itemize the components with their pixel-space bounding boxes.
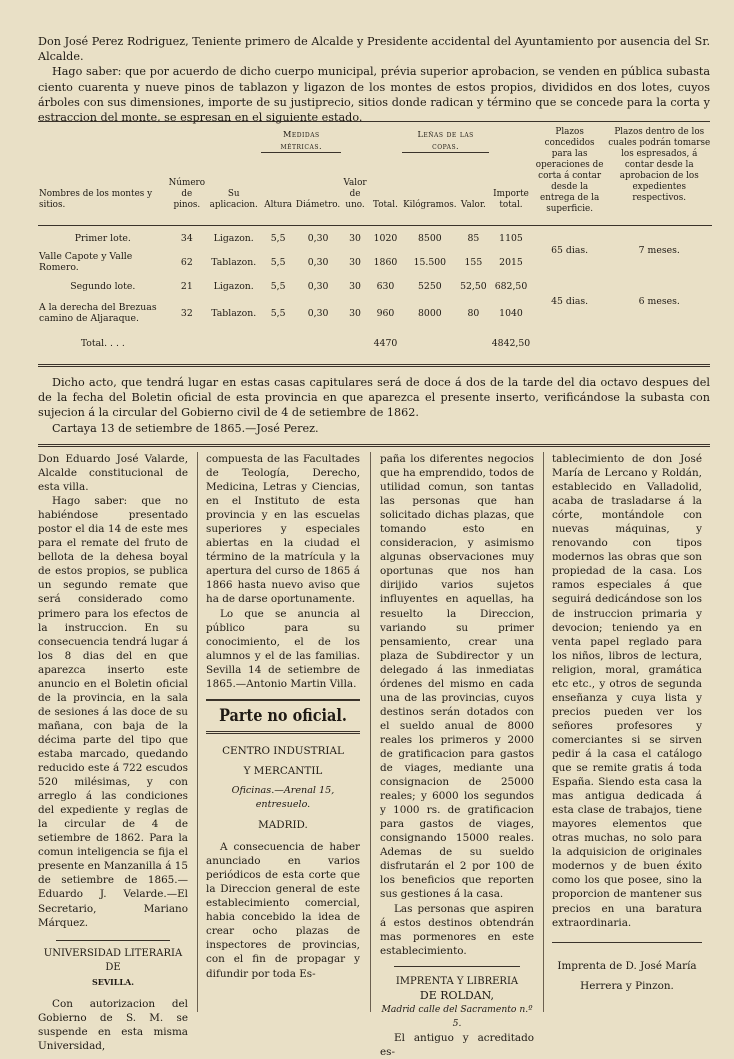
column-4 xyxy=(552,452,702,993)
row-diametro: 0,30 xyxy=(307,307,329,319)
centro-title-2: Y MERCANTIL xyxy=(243,764,323,777)
universidad-body: Con autorizacion del Gobierno de S. M. se suspende en esta misma Universidad, xyxy=(38,997,188,1052)
estado-table xyxy=(38,127,712,358)
header-total: Total. xyxy=(373,200,398,210)
parte-no-oficial-heading: Parte no oficial. xyxy=(219,705,347,726)
facultades-body-2: Lo que se anuncia al público para su conocimiento, el de los alumnos y el de las familias. Sevilla 14 de setiembre de 1865.—Antonio Martin Villa. xyxy=(206,607,360,690)
row-aplicacion: Ligazon. xyxy=(213,232,254,244)
total-label: Total. . . . xyxy=(80,337,125,349)
row-valor-uno: 30 xyxy=(349,256,361,268)
header-valor-uno: Valor de uno. xyxy=(343,178,367,210)
imprenta-address: Madrid calle del Sacramento n.º 5. xyxy=(381,1003,533,1029)
table-row xyxy=(38,226,712,251)
row-valor-uno: 30 xyxy=(349,232,361,244)
row-diametro: 0,30 xyxy=(307,256,329,268)
subasta-body: Dicho acto, que tendrá lugar en estas casas capitulares será de doce á dos de la tarde del dia octavo despues del de la fecha del Boletin oficial de esta provincia en que aparezca el presente inserto, verificándose la subasta con sujecion á la circular del Gobierno civil de 4 de setiembre de 1862. xyxy=(38,376,710,420)
row-kilogramos: 15.500 xyxy=(413,256,447,268)
row-valor-uno: 30 xyxy=(349,307,361,319)
row-importe: 1040 xyxy=(499,307,523,319)
row-total: 630 xyxy=(376,280,395,292)
column-2 xyxy=(206,452,360,981)
total-total: 4470 xyxy=(373,337,398,349)
imprenta-title-1: IMPRENTA Y LIBRERIA xyxy=(395,975,519,987)
row-numero: 21 xyxy=(180,280,193,292)
row-valor-uno: 30 xyxy=(349,280,361,292)
header-altura: Altura xyxy=(264,200,293,210)
table-row xyxy=(38,274,712,298)
columns-top-rule xyxy=(38,444,710,447)
plazo-lote2-cuales: 6 meses. xyxy=(638,295,680,307)
column-separator xyxy=(543,452,544,1012)
row-total: 1020 xyxy=(373,232,398,244)
row-valor: 85 xyxy=(467,232,480,244)
header-valor: Valor. xyxy=(460,200,486,210)
imprenta-herrera-2: Herrera y Pinzon. xyxy=(580,979,674,992)
row-nombre: Segundo lote. xyxy=(70,280,136,292)
row-altura: 5,5 xyxy=(270,307,286,319)
column-1 xyxy=(38,452,188,1053)
section-divider xyxy=(206,699,360,701)
table-total-row xyxy=(38,328,712,358)
plazo-lote2-corta: 45 dias. xyxy=(551,295,589,307)
row-valor: 52,50 xyxy=(460,280,487,292)
header-numero: Número de pinos. xyxy=(168,178,206,210)
table-top-rule xyxy=(38,121,710,122)
row-kilogramos: 5250 xyxy=(417,280,442,292)
table-bottom-rule xyxy=(38,364,710,367)
header-importe: Importe total. xyxy=(493,189,529,210)
row-numero: 32 xyxy=(180,307,193,319)
row-importe: 682,50 xyxy=(494,280,528,292)
centro-madrid: MADRID. xyxy=(258,819,308,832)
row-valor: 80 xyxy=(467,307,480,319)
row-diametro: 0,30 xyxy=(307,280,329,292)
column-separator xyxy=(370,452,371,1012)
centro-body: A consecuencia de haber anunciado en varios periódicos de esta corte que la Direccion general de este establecimiento comercial, habia concebido la idea de crear ocho plazas de inspectores de provincias, con el fin de propagar y difundir por toda Es- xyxy=(206,841,360,980)
inspectores-body-2: Las personas que aspiren á estos destinos obtendrán mas pormenores en este establecimiento. xyxy=(380,902,534,957)
row-kilogramos: 8000 xyxy=(417,307,442,319)
row-numero: 62 xyxy=(180,256,193,268)
section-divider xyxy=(394,966,520,967)
section-divider xyxy=(552,942,702,943)
row-total: 1860 xyxy=(373,256,398,268)
facultades-body: compuesta de las Facultades de Teología, Derecho, Medicina, Letras y Ciencias, en el Instituto de esta provincia y en las escuelas superiores y especiales abiertas en la ciudad el término de la matrícula y la apertura del curso de 1865 á 1866 hasta nuevo aviso que ha de darse oportunamente. xyxy=(206,453,360,606)
row-kilogramos: 8500 xyxy=(417,232,442,244)
column-separator xyxy=(197,452,198,1012)
imprenta-herrera-1: Imprenta de D. José María xyxy=(557,959,697,972)
intro-body: Hago saber: que por acuerdo de dicho cuerpo municipal, prévia superior aprobacion, se venden en pública subasta ciento cuarenta y nueve pinos de tablazon y ligazon de los montes de estos propios, divididos en dos lotes, cuyos árboles con sus dimensiones, importe de su justiprecio, sitios donde radican y término que se concede para la corta y estraccion del monte, se espresan en el siguiente estado. xyxy=(38,65,710,125)
row-nombre: Valle Capote y Valle Romero. xyxy=(39,251,133,273)
universidad-city: SEVILLA. xyxy=(91,976,135,987)
header-plazos-cuales: Plazos dentro de los cuales podrán tomarse los espresados, á contar desde la aprobacion de los expedientes respectivos. xyxy=(608,127,711,203)
row-diametro: 0,30 xyxy=(307,232,329,244)
row-aplicacion: Tablazon. xyxy=(211,256,257,268)
centro-title-1: CENTRO INDUSTRIAL xyxy=(222,744,344,757)
alcalde-heading: Don Eduardo José Valarde, Alcalde constitucional de esta villa. xyxy=(38,453,188,494)
plazo-lote1-cuales: 7 meses. xyxy=(638,244,680,256)
intro-heading: Don José Perez Rodriguez, Teniente primero de Alcalde y Presidente accidental del Ayuntamiento por ausencia del Sr. Alcalde. xyxy=(38,35,710,64)
inspectores-body: paña los diferentes negocios que ha emprendido, todos de utilidad comun, son tantas las personas que han solicitado dichas plazas, que tomando esto en consideracion, y asimismo algunas observaciones muy oportunas que nos han dirijido varios sujetos influyentes en aquellas, ha resuelto la Direccion, variando su primer pensamiento, crear una plaza de Subdirector y un delegado á las inmediatas órdenes del mismo en cada una de las provincias, cuyos destinos serán dotados con el sueldo anual de 8000 reales los primeros y 2000 de gratificacion para gastos de viages, mediante una consignacion de 25000 reales; y 6000 los segundos y 1000 rs. de gratificacion para gastos de viages, consignando 15000 reales. Ademas de su sueldo disfrutarán el 2 por 100 de los beneficios que reporten sus gestiones á la casa. xyxy=(380,453,534,901)
row-importe: 2015 xyxy=(499,256,523,268)
row-altura: 5,5 xyxy=(270,256,286,268)
total-importe: 4842,50 xyxy=(491,337,531,349)
header-plazos-corta: Plazos concedidos para las operaciones de corta á contar desde la entrega de la superficie. xyxy=(535,127,604,214)
section-divider xyxy=(206,731,360,734)
row-altura: 5,5 xyxy=(270,232,286,244)
header-lenas: Leñas de las copas. xyxy=(402,127,489,153)
row-aplicacion: Tablazon. xyxy=(211,307,257,319)
imprenta-title-2: DE ROLDAN, xyxy=(419,988,495,1002)
column-3 xyxy=(380,452,534,1059)
row-total: 960 xyxy=(376,307,395,319)
row-numero: 34 xyxy=(180,232,193,244)
header-nombres: Nombres de los montes y sitios. xyxy=(39,189,153,210)
plazo-lote1-corta: 65 dias. xyxy=(551,244,589,256)
subasta-paragraph xyxy=(38,375,710,436)
header-diametro: Diámetro. xyxy=(295,200,341,210)
header-medidas: Medidas métricas. xyxy=(261,127,341,153)
intro-block xyxy=(38,34,710,125)
header-aplicacion: Su aplicacion. xyxy=(209,189,258,210)
section-divider xyxy=(56,940,170,941)
imprenta-body: El antiguo y acreditado es- xyxy=(380,1031,534,1058)
alcalde-body: Hago saber: que no habiéndose presentado postor el dia 14 de este mes para el remate del fruto de bellota de la dehesa boyal de estos propios, se publica un segundo remate que será considerado como primero para los efectos de la instruccion. En su consecuencia tendrá lugar á los 8 dias del en que aparezca inserto este anuncio en el Boletin oficial de la provincia, en la sala de sesiones á las doce de su mañana, con baja de la décima parte del tipo que estaba marcado, quedando reducido este á 722 escudos 520 milésimas, y con arreglo á las condiciones del expediente y reglas de la circular de 4 de setiembre de 1862. Para la comun inteligencia se fija el presente en Manzanilla á 15 de setiembre de 1865.—Eduardo J. Velarde.—El Secretario, Mariano Márquez. xyxy=(38,495,188,929)
header-kilogramos: Kilógramos. xyxy=(403,200,457,210)
row-importe: 1105 xyxy=(499,232,523,244)
row-nombre: Primer lote. xyxy=(74,232,131,244)
centro-oficinas: Oficinas.—Arenal 15, entresuelo. xyxy=(231,784,335,810)
row-altura: 5,5 xyxy=(270,280,286,292)
row-valor: 155 xyxy=(464,256,483,268)
universidad-title: UNIVERSIDAD LITERARIA DE xyxy=(43,947,183,973)
row-aplicacion: Ligazon. xyxy=(213,280,254,292)
subasta-signature: Cartaya 13 de setiembre de 1865.—José Perez. xyxy=(52,421,319,435)
row-nombre: A la derecha del Brezuas camino de Aljaraque. xyxy=(39,302,157,324)
roldan-body: tablecimiento de don José María de Lercano y Roldán, establecido en Valladolid, acaba de trasladarse á la córte, montándole con nuevas máquinas, y renovando con tipos modernos las obras que son propiedad de la casa. Los ramos especiales á que seguirá dedicándose son los de instruccion primaria y devocion; teniendo ya en venta papel reglado para los niños, libros de lectura, religion, moral, gramática etc etc., y otros de segunda enseñanza y cuya lista y precios pueden ver los señores profesores y comerciantes si se sirven pedir á la casa el catálogo que se remite gratis á toda España. Siendo esta casa la mas antigua dedicada á esta clase de trabajos, tiene mayores elementos que otras muchas, no solo para la adquisicion de originales modernos y de buen éxito como los que posee, sino la proporcion de mantener sus precios en una baratura extraordinaria. xyxy=(552,453,702,929)
